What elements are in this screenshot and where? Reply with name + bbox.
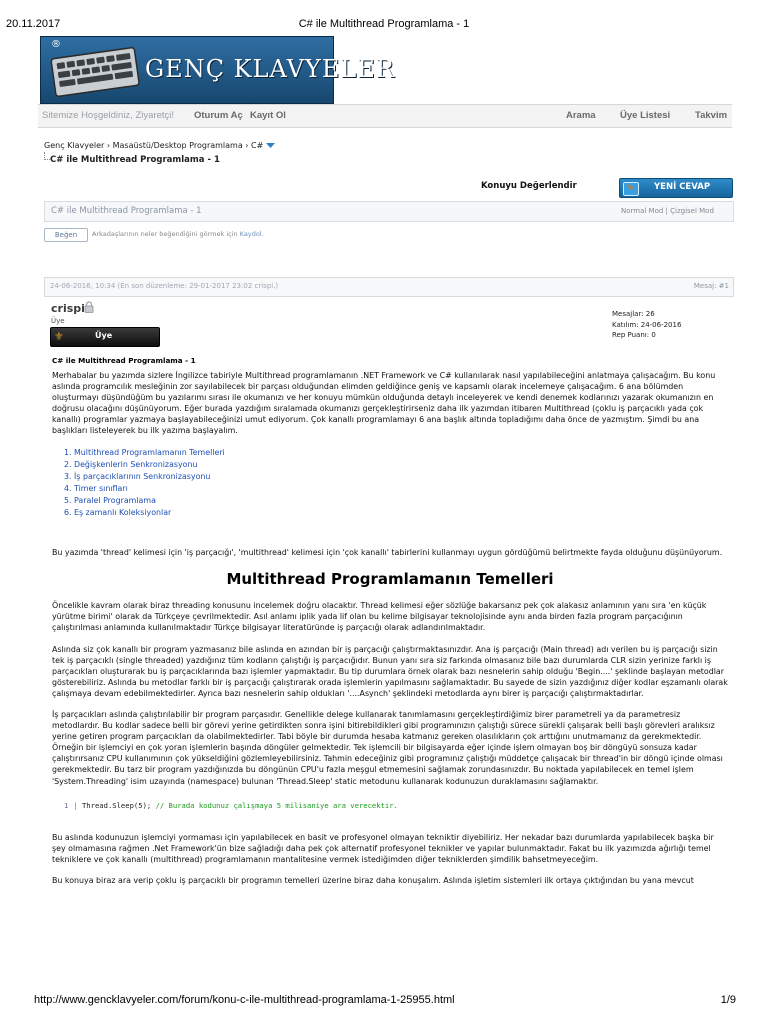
thread-header <box>44 201 734 222</box>
author-role: Üye <box>51 317 65 325</box>
body-paragraph: İş parçacıkları aslında çalıştırılabilir bir program parçasıdır. Genellikle delege kullanarak tanımlamasını gerçekleştirdiğimiz birer parametreli ya da parametresiz metodlardır. Bu kodlar sadece belli bir görevi yerine getirdikten sonra işini bitirebildikleri gibi programınızın çalıştığı sürece sürekli çalışarak belli başlı görevleri aralıksız yerine getiren program parçacıkları da olabilmektedirler. Tabi böyle bir durumda hesaba katmanız gereken olasılıkların çok arttığını unutmamanız da gerekmektedir. Örneğin bir işlemciyi en çok yoran işlemlerin başında döngüler gelmektedir. Tek işlemcili bir bilgisayarda eğer içinde işlem olmayan boş bir döngüyü sonsuza kadar çalıştırırsanız CPU kullanımının çok yükseldiğini gözlemleyebilirsiniz. Tahmin edeceğiniz gibi programınız çalıştığı müddetçe çalışacak bir thread'in bir döngü içinde olması gerekmektedir. Bu tarz bir program yazdığınızda bu döngünün CPU'u fazla meşgul etmemesini sağlamak zorundasınızdır. Bu noktada yapılabilecek en temel işlem 'System.Threading' isim uzayında (namespace) bulunan 'Thread.Sleep' static metodunu kullanarak kodunuzun duraklamasını sağlamaktır. <box>52 709 723 786</box>
section-heading: Multithread Programlamanın Temelleri <box>226 570 554 589</box>
print-header <box>0 0 768 30</box>
breadcrumb <box>44 141 275 150</box>
post-number[interactable]: Mesaj: #1 <box>693 282 729 290</box>
code-block: 1 | Thread.Sleep(5); // Burada kodunuz çalışmaya 5 milisaniye ara verecektir. <box>64 800 398 810</box>
top-navbar <box>38 104 732 128</box>
toc-item[interactable]: 2. Değişkenlerin Senkronizasyonu <box>74 459 728 471</box>
rank-wings-icon: ⚜ <box>54 330 64 343</box>
post-body <box>52 356 728 896</box>
chevron-down-icon[interactable] <box>266 143 275 149</box>
new-reply-button[interactable] <box>619 178 733 198</box>
rank-label: Üye <box>95 331 113 340</box>
member-list-link[interactable]: Üye Listesi <box>620 110 671 121</box>
code-statement: Thread.Sleep(5); <box>81 800 152 810</box>
print-url: http://www.gencklavyeler.com/forum/konu-c-ile-multithread-programlama-1-25955.html <box>34 994 455 1006</box>
post-body-title: C# ile Multithread Programlama - 1 <box>52 356 196 365</box>
new-reply-label: YENİ CEVAP <box>654 182 711 192</box>
toc-item[interactable]: 4. Timer sınıfları <box>74 483 728 495</box>
page-title: C# ile Multithread Programlama - 1 <box>50 155 220 165</box>
site-logo[interactable] <box>40 36 395 104</box>
author-name[interactable]: crispi <box>51 302 85 315</box>
code-line-number: 1 <box>64 800 69 810</box>
user-post-count: Mesajlar: 26 <box>612 310 655 318</box>
user-join-date: Katılım: 24-06-2016 <box>612 320 682 329</box>
body-paragraph: Bu aslında kodunuzun işlemciyi yormaması için yapılabilecek en basit ve profesyonel olmayan tekniktir diyebiliriz. Her nekadar bazı durumlarda yapılabilecek başka bir şey olmamasına rağmen .Net Framework'ün bize sağladığı daha pek çok alternatif profesyonel teknikler ve yapılar bulunmaktadır. Fakat bu ilk yazımızda ağırlığı temel tekniklere ve çok kanallı (multithread) programlamanın mantalitesine vermek istediğimden diğer tekniklerden şimdilik bahsetmeyeceğim. <box>52 832 714 864</box>
toc-item[interactable]: 6. Eş zamanlı Koleksiyonlar <box>74 507 728 519</box>
body-paragraph: Bu konuya biraz ara verip çoklu iş parçacıklı bir programın temelleri üzerine biraz daha konuşalım. Aslında işletim sistemleri ilk ortaya çıktığından bu yana mevcut <box>52 875 694 885</box>
register-link[interactable]: Kayıt Ol <box>250 110 286 121</box>
body-paragraph: Aslında siz çok kanallı bir program yazmasanız bile aslında en azından bir iş parçacığı çalıştırmaktasınızdır. Ana iş parçacığı (Main thread) adı verilen bu iş parçacığı sizin tek iş parçacıklı (single threaded) yazdığınız tüm kodların çalıştığı iş parçacığıdır. Bunun yanı sıra siz farkında olmasanız bile bazı durumlarda CLR sizin yerinize farklı iş parçacıkları oluşturarak bu iş parçacıklarında bazı işlemler yapmaktadır. Bu tip durumlara örnek olarak bazı nesnelerin sahip olduğu 'Begin....' şeklinde başlayan metodlar gösterebiliriz. Aslında bu metodlar farklı bir iş parçacığı çalıştırarak orada işlemlerin yapılmasını sağlamaktadır. Bu sayede de sizin yazdığınız diğer kodlar eşzamanlı olarak çalışmaya devam edebilmektedirler. Ayrıca bazı nesnelerin sahip oldukları '....Asynch' şeklindeki metodlarda aynı birer iş parçacığı çalıştırmaktadırlar. <box>52 644 728 698</box>
registered-mark: ® <box>51 39 61 50</box>
terms-note: Bu yazımda 'thread' kelimesi için 'iş parçacığı', 'multithread' kelimesi için 'çok kanallı' tabirlerini kullanmayı uygun gördüğümü belirtmekte fayda olduğunu düşünüyorum. <box>52 548 723 558</box>
search-link[interactable]: Arama <box>566 110 596 121</box>
post-header <box>44 277 734 297</box>
register-link-small[interactable]: Kaydol. <box>239 230 264 238</box>
user-rep-points: Rep Puanı: 0 <box>612 331 656 339</box>
body-paragraph: Öncelikle kavram olarak biraz threading konusunu incelemek doğru olacaktır. Thread kelimesi eğer sözlüğe bakarsanız pek çok alakasız anlamının yanı sıra 'en küçük yürütme birimi' olarak da Türkçeye çevrilmektedir. Asıl anlamı iplik yada lif olan bu kelime bilgisayar teknolojisinde aynı anda birden fazla program parçacığının çalıştırılması anlamında kullanılmaktadır Türkçe bilgisayar literatüründe iş parçacığı olarak adlandırılmaktadır. <box>52 601 707 633</box>
breadcrumb-separator: › <box>245 141 249 150</box>
rate-thread-label[interactable]: Konuyu Değerlendir <box>481 181 577 191</box>
like-info <box>92 230 264 238</box>
thread-header-title: C# ile Multithread Programlama - 1 <box>51 206 202 216</box>
toc-item[interactable]: 1. Multithread Programlamanın Temelleri <box>74 447 728 459</box>
user-stats <box>612 309 681 341</box>
breadcrumb-item-desktop[interactable]: Masaüstü/Desktop Programlama <box>112 141 243 150</box>
like-info-text: Arkadaşlarının neler beğendiğini görmek için <box>92 230 238 238</box>
table-of-contents <box>74 447 728 520</box>
toc-item[interactable]: 3. İş parçacıklarının Senkronizasyonu <box>74 471 728 483</box>
view-mode-links[interactable]: Normal Mod | Çizgisel Mod <box>621 207 714 215</box>
breadcrumb-separator: › <box>106 141 111 150</box>
print-title: C# ile Multithread Programlama - 1 <box>298 18 470 30</box>
site-name: GENÇ KLAVYELER <box>145 55 395 83</box>
breadcrumb-item-csharp[interactable]: C# <box>251 141 264 150</box>
print-date: 20.11.2017 <box>6 18 61 30</box>
like-button[interactable]: Beğen <box>44 228 88 242</box>
breadcrumb-item-home[interactable]: Genç Klavyeler <box>44 141 105 150</box>
welcome-text: Sitemize Hoşgeldiniz, Ziyaretçi! <box>42 110 174 121</box>
toc-item[interactable]: 5. Paralel Programlama <box>74 495 728 507</box>
login-link[interactable]: Oturum Aç <box>194 110 243 121</box>
lock-icon <box>84 301 94 313</box>
calendar-link[interactable]: Takvim <box>695 110 728 121</box>
rank-badge <box>50 327 160 347</box>
code-comment: // Burada kodunuz çalışmaya 5 milisaniye ara verecektir. <box>155 800 398 810</box>
keyboard-icon <box>49 43 141 99</box>
print-page-number: 1/9 <box>720 994 736 1006</box>
intro-paragraph: Merhabalar bu yazımda sizlere İngilizce tabiriyle Multithread programlamanın .NET Framework ve C# kullanılarak nasıl yapılabileceğini anlatmaya çalışacağım. Bu konu aslında programcılık mesleğinin zor sayılabilecek bir parçası olduğundan elimden geldiğince geniş ve kapsamlı olarak incelemeye çalışacağım. 6 ana bölümden oluşturmayı düşündüğüm bu yazılarımı sırası ile okumanızı ve her konuyu mümkün olduğunda detaylı inceleyerek ve kendi denemek kodlarınızı yazarak okumanızın en doğrusu olacağını düşünüyorum. Eğer burada yazdığım sıralamada okumanızı gerçekleştirirseniz daha ilk yazımdan itibaren Multithread (çoklu iş parçacıklı yada çok kanallı) programlar yazmaya başlayabileceğinizi umut ediyorum. Çok kanallı programlamayı 6 ana başlık altında topladığımı daha önce de yazmıştım. Şimdi bu ana başlıkları listeleyerek bu ilk yazıma başlayalım. <box>52 371 716 436</box>
post-date: 24-06-2016, 10:34 (En son düzenleme: 29-01-2017 23:02 crispi.) <box>50 282 279 290</box>
reply-icon: ✎ <box>623 182 639 196</box>
